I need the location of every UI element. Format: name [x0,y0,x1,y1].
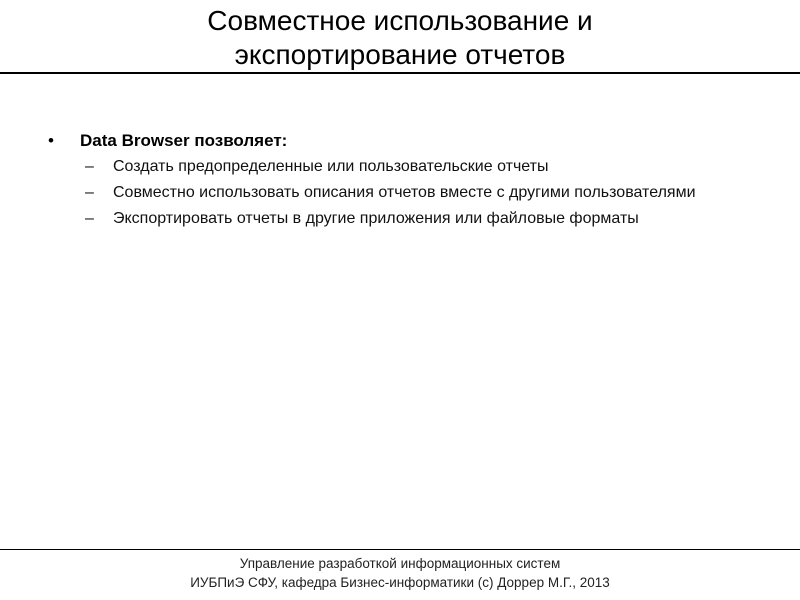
sub-bullet-text: Экспортировать отчеты в другие приложения или файловые форматы [113,210,639,227]
slide-body [0,130,800,234]
slide-title [0,0,800,72]
sub-bullet-item [0,156,800,177]
sub-bullet-item [0,208,800,229]
footer-divider [0,549,800,550]
slide-title-line-2: экспортирование отчетов [234,39,566,70]
title-divider [0,72,800,74]
slide-footer [0,554,800,592]
footer-line-2: ИУБПиЭ СФУ, кафедра Бизнес-информатики (c) Доррер М.Г., 2013 [190,575,610,590]
sub-bullet-item [0,182,800,203]
dash-icon: – [85,210,94,227]
sub-bullet-text: Совместно использовать описания отчетов вместе с другими пользователями [113,184,696,201]
dash-icon: – [85,184,94,201]
slide-title-line-1: Совместное использование и [207,5,593,36]
footer-line-1: Управление разработкой информационных систем [239,556,561,571]
dash-icon: – [85,158,94,175]
sub-bullet-list [0,156,800,229]
bullet-icon: • [48,131,54,150]
bullet-text: Data Browser позволяет: [80,131,288,150]
bullet-item [0,130,800,152]
sub-bullet-text: Создать предопределенные или пользовательские отчеты [113,158,549,175]
